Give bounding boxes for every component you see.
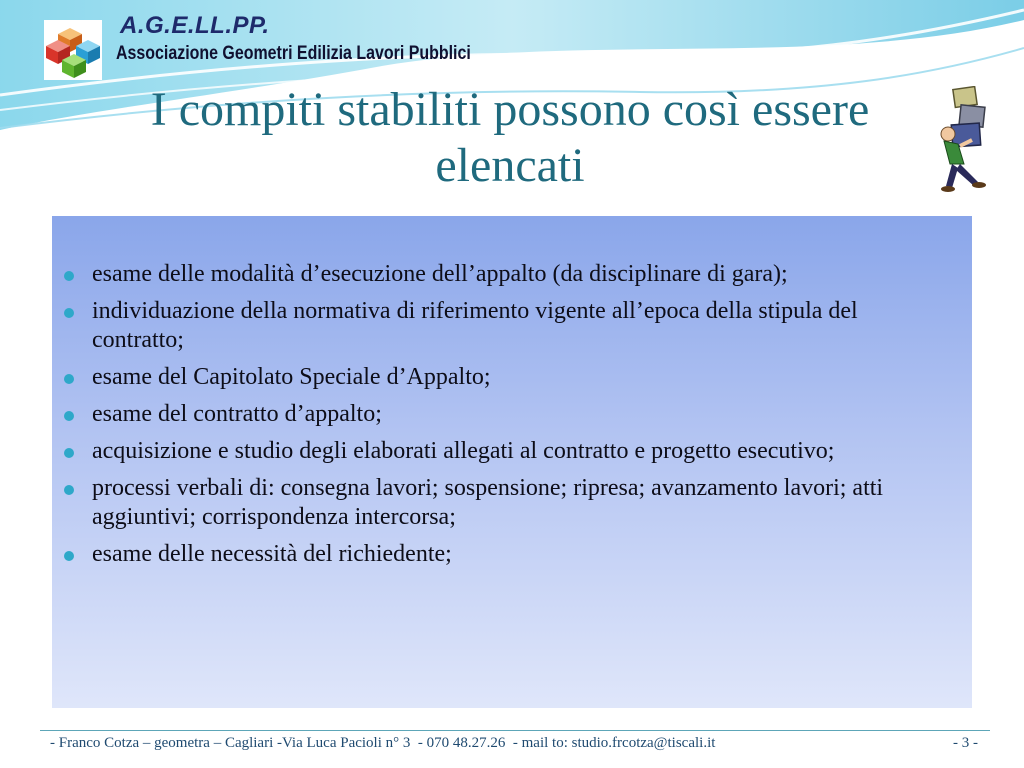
footer-contact: - Franco Cotza – geometra – Cagliari -Via Luca Pacioli n° 3 - 070 48.27.26 - mail to: studio.frcotza@tiscali.it (50, 735, 716, 751)
list-item (92, 260, 932, 289)
list-item-text: esame delle modalità d’esecuzione dell’appalto (da disciplinare di gara); (92, 261, 788, 287)
org-full-name: Associazione Geometri Edilizia Lavori Pubblici (116, 43, 471, 64)
list-item-text: processi verbali di: consegna lavori; sospensione; ripresa; avanzamento lavori; atti aggiuntivi; corrispondenza intercorsa; (92, 475, 884, 530)
list-item (92, 363, 932, 392)
task-list (92, 260, 932, 577)
list-item (92, 400, 932, 429)
worker-carrying-boxes-icon (938, 86, 1004, 198)
list-item-text: acquisizione e studio degli elaborati allegati al contratto e progetto esecutivo; (92, 438, 835, 464)
org-abbreviation: A.G.E.LL.PP. (120, 12, 270, 39)
bullet-icon (64, 308, 74, 318)
bullet-icon (64, 448, 74, 458)
bullet-icon (64, 411, 74, 421)
list-item (92, 540, 932, 569)
footer-divider (40, 730, 990, 731)
bullet-icon (64, 485, 74, 495)
colored-cubes-icon (44, 20, 102, 80)
list-item (92, 437, 932, 466)
page-number: - 3 - (953, 735, 978, 751)
bullet-icon (64, 551, 74, 561)
list-item-text: esame del contratto d’appalto; (92, 401, 382, 427)
bullet-icon (64, 374, 74, 384)
slide-title: I compiti stabiliti possono così essere elencati (150, 83, 870, 192)
bullet-icon (64, 271, 74, 281)
list-item-text: individuazione della normativa di riferimento vigente all’epoca della stipula del contratto; (92, 298, 858, 353)
list-item (92, 297, 932, 355)
list-item (92, 474, 932, 532)
list-item-text: esame delle necessità del richiedente; (92, 541, 452, 567)
content-box (52, 216, 972, 708)
list-item-text: esame del Capitolato Speciale d’Appalto; (92, 364, 491, 390)
